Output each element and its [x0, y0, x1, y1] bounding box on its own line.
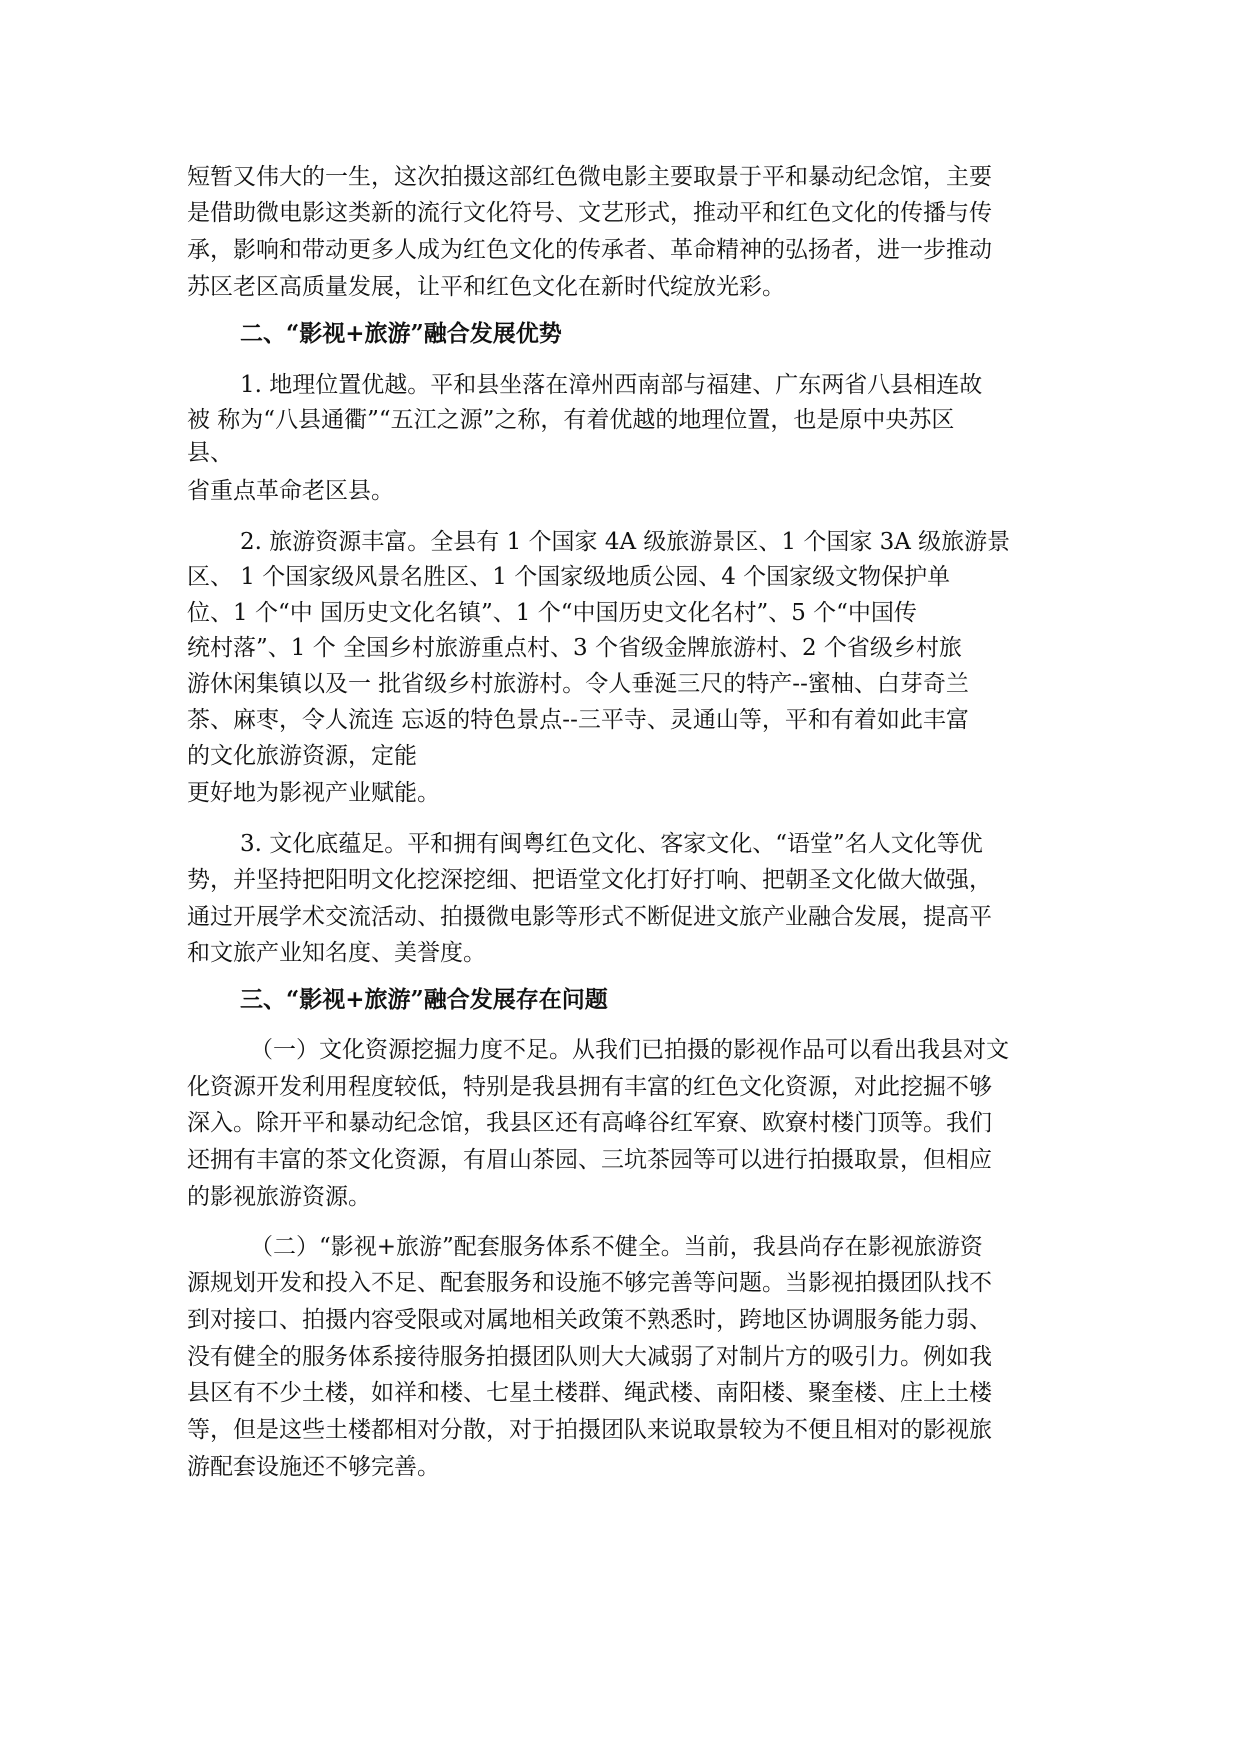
problem-1-line: 深入。除开平和暴动纪念馆，我县区还有高峰谷红军寮、欧寮村楼门顶等。我们 [187, 1110, 992, 1136]
item-2-line: 2. 旅游资源丰富。全县有 1 个国家 4A 级旅游景区、1 个国家 3A 级旅游景 [240, 529, 1011, 555]
intro-line: 是借助微电影这类新的流行文化符号、文艺形式，推动平和红色文化的传播与传 [187, 200, 992, 226]
problem-2-line: 源规划开发和投入不足、配套服务和设施不够完善等问题。当影视拍摄团队找不 [187, 1270, 992, 1296]
problem-1-line: （一）文化资源挖掘力度不足。从我们已拍摄的影视作品可以看出我县对文 [250, 1037, 1009, 1063]
item-1-line: 省重点革命老区县。 [187, 478, 394, 504]
item-2-line: 的文化旅游资源，定能 [187, 743, 417, 769]
item-3-line: 3. 文化底蕴足。平和拥有闽粤红色文化、客家文化、“语堂”名人文化等优 [240, 831, 983, 857]
item-2-line: 更好地为影视产业赋能。 [187, 780, 440, 806]
problem-1-line: 的影视旅游资源。 [187, 1184, 371, 1210]
problem-2-line: 没有健全的服务体系接待服务拍摄团队则大大减弱了对制片方的吸引力。例如我 [187, 1344, 992, 1370]
intro-line: 苏区老区高质量发展，让平和红色文化在新时代绽放光彩。 [187, 274, 785, 300]
section-heading-3: 三、“影视+旅游”融合发展存在问题 [240, 986, 608, 1013]
problem-2-line: 游配套设施还不够完善。 [187, 1454, 440, 1480]
problem-1-line: 化资源开发利用程度较低，特别是我县拥有丰富的红色文化资源，对此挖掘不够 [187, 1074, 992, 1100]
item-2-line: 统村落”、1 个 全国乡村旅游重点村、3 个省级金牌旅游村、2 个省级乡村旅 [187, 635, 962, 661]
item-2-line: 位、1 个“中 国历史文化名镇”、1 个“中国历史文化名村”、5 个“中国传 [187, 600, 917, 626]
item-1-line: 1. 地理位置优越。平和县坐落在漳州西南部与福建、广东两省八县相连故 [240, 372, 983, 398]
problem-2-line: 到对接口、拍摄内容受限或对属地相关政策不熟悉时，跨地区协调服务能力弱、 [187, 1307, 992, 1333]
item-3-line: 通过开展学术交流活动、拍摄微电影等形式不断促进文旅产业融合发展，提高平 [187, 904, 992, 930]
item-2-line: 游休闲集镇以及一 批省级乡村旅游村。令人垂涎三尺的特产--蜜柚、白芽奇兰 [187, 671, 969, 697]
problem-1-line: 还拥有丰富的茶文化资源，有眉山茶园、三坑茶园等可以进行拍摄取景，但相应 [187, 1147, 992, 1173]
intro-line: 短暂又伟大的一生，这次拍摄这部红色微电影主要取景于平和暴动纪念馆，主要 [187, 164, 992, 190]
intro-line: 承，影响和带动更多人成为红色文化的传承者、革命精神的弘扬者，进一步推动 [187, 237, 992, 263]
problem-2-line: 县区有不少土楼，如祥和楼、七星土楼群、绳武楼、南阳楼、聚奎楼、庄上土楼 [187, 1380, 992, 1406]
item-3-line: 和文旅产业知名度、美誉度。 [187, 940, 486, 966]
item-3-line: 势，并坚持把阳明文化挖深挖细、把语堂文化打好打响、把朝圣文化做大做强， [187, 867, 992, 893]
problem-2-line: 等，但是这些土楼都相对分散，对于拍摄团队来说取景较为不便且相对的影视旅 [187, 1417, 992, 1443]
item-2-line: 茶、麻枣，令人流连 忘返的特色景点--三平寺、灵通山等，平和有着如此丰富 [187, 707, 969, 733]
item-1-line: 被 称为“八县通衢”“五江之源”之称，有着优越的地理位置，也是原中央苏区 [187, 407, 955, 433]
item-2-line: 区、 1 个国家级风景名胜区、1 个国家级地质公园、4 个国家级文物保护单 [187, 564, 951, 590]
section-heading-2: 二、“影视+旅游”融合发展优势 [240, 320, 562, 347]
problem-2-line: （二）“影视+旅游”配套服务体系不健全。当前，我县尚存在影视旅游资 [250, 1234, 983, 1260]
item-1-line: 县、 [187, 440, 233, 466]
